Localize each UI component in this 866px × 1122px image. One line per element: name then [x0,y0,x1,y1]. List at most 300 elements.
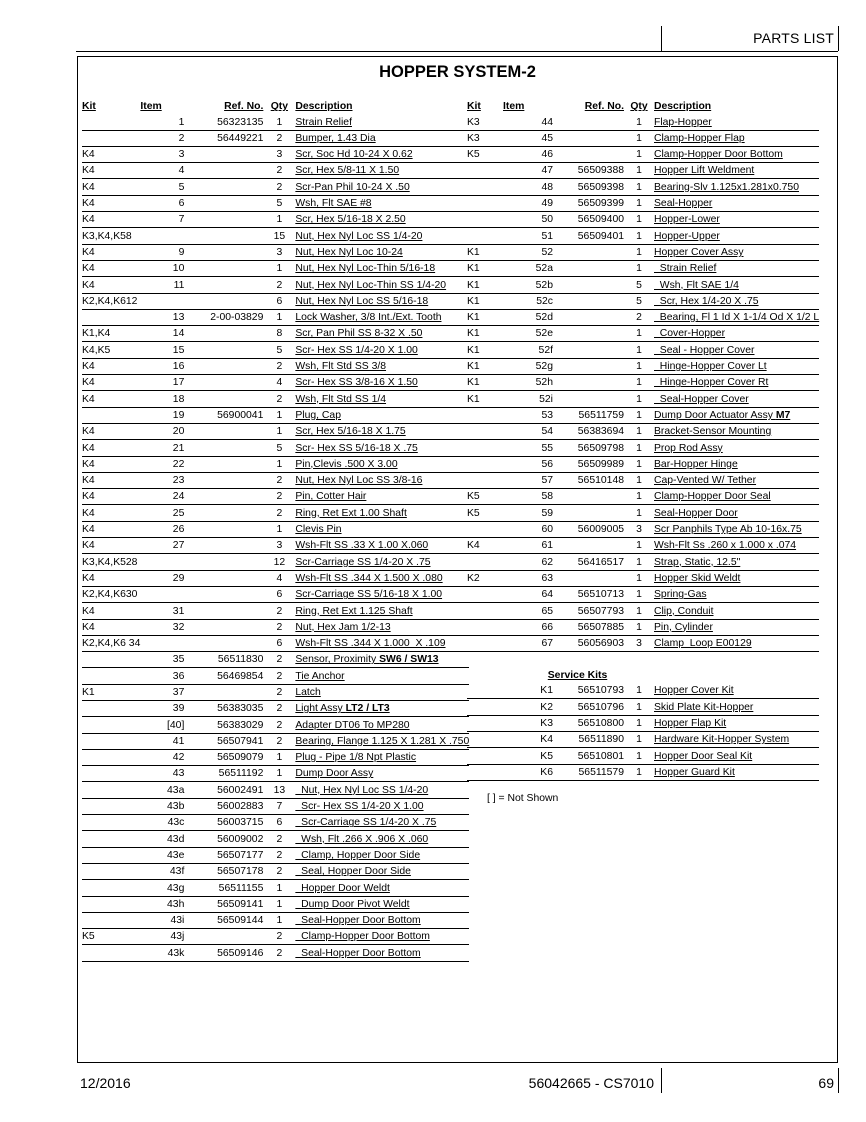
part-ref-no [187,423,265,439]
part-qty: 2 [265,717,293,733]
footer-divider [661,1068,662,1093]
table-row [467,635,819,651]
part-description: Prop Rod Assy [652,440,819,456]
table-row [82,831,469,847]
part-item: 9 [140,244,187,260]
part-description: Seal-Hopper Cover [652,391,819,407]
part-item: 41 [140,733,187,749]
part-kit [82,896,140,912]
part-item [140,293,187,309]
part-qty: 2 [265,652,293,668]
part-description: Strain Relief [293,114,469,130]
part-qty: 5 [626,277,652,293]
part-qty: 2 [265,179,293,195]
part-kit [82,309,140,325]
part-item: 16 [140,358,187,374]
part-description: Seal-Hopper Door Bottom [293,945,469,961]
table-row [467,440,819,456]
table-row [82,929,469,945]
part-qty: 1 [626,586,652,602]
part-description: Clamp Loop E00129 [652,635,819,651]
part-qty: 1 [626,260,652,276]
part-qty: 2 [626,309,652,325]
part-kit: K5 [467,489,503,505]
part-kit: K4 [82,260,140,276]
part-ref-no: 56509401 [556,228,626,244]
part-item: 43k [140,945,187,961]
part-item: 22 [140,456,187,472]
part-ref-no: 56323135 [187,114,265,130]
part-kit: K3 [467,114,503,130]
part-kit: K1 [467,342,503,358]
section-label: PARTS LIST [753,30,834,46]
part-qty: 2 [265,130,293,146]
part-ref-no [187,440,265,456]
table-row [467,244,819,260]
part-kit: K4 [82,619,140,635]
part-ref-no [556,342,626,358]
table-row [82,309,469,325]
part-qty: 1 [626,472,652,488]
table-row [467,683,819,699]
table-row [82,423,469,439]
part-kit: K4 [82,195,140,211]
part-description: Lock Washer, 3/8 Int./Ext. Tooth [293,309,469,325]
part-kit: K4 [82,391,140,407]
part-qty: 1 [626,505,652,521]
table-row [82,260,469,276]
part-description: Hopper Cover Assy [652,244,819,260]
part-item: 20 [140,423,187,439]
part-ref-no: 2-00-03829 [187,309,265,325]
part-qty: 1 [626,538,652,554]
part-description: Strap, Static, 12.5" [652,554,819,570]
part-qty: 8 [265,326,293,342]
part-kit: K1 [82,684,140,700]
table-row [82,358,469,374]
part-qty: 2 [265,358,293,374]
part-ref-no: 56510796 [556,699,626,715]
table-row [467,505,819,521]
service-kits-section [467,652,819,684]
part-item: 37 [140,684,187,700]
part-item: 13 [140,309,187,325]
part-item: 48 [503,179,556,195]
part-description: Scr, Hex 5/16-18 X 2.50 [293,212,469,228]
part-kit [467,635,503,651]
part-kit [82,782,140,798]
part-ref-no [187,619,265,635]
part-item: 2 [140,130,187,146]
table-row [82,505,469,521]
part-description: Flap-Hopper [652,114,819,130]
part-item: 14 [140,326,187,342]
part-kit: K1 [467,391,503,407]
not-shown-note: [ ] = Not Shown [487,792,559,804]
part-qty: 1 [626,179,652,195]
part-kit: K1 [467,358,503,374]
table-row [82,717,469,733]
part-qty: 1 [626,554,652,570]
table-row [467,212,819,228]
table-row [82,326,469,342]
part-qty: 1 [626,456,652,472]
part-qty: 1 [265,260,293,276]
part-kit: K2,K4,K6 34 [82,635,140,651]
part-item: 15 [140,342,187,358]
part-description: Strain Relief [652,260,819,276]
table-row [467,228,819,244]
part-kit [467,699,503,715]
part-kit: K5 [467,505,503,521]
table-row [467,326,819,342]
part-kit: K5 [82,929,140,945]
part-qty: 1 [626,130,652,146]
part-kit [467,715,503,731]
table-row [467,586,819,602]
part-kit: K4 [467,538,503,554]
part-item: 39 [140,700,187,716]
part-item: 64 [503,586,556,602]
part-item: 67 [503,635,556,651]
part-ref-no [187,342,265,358]
left-rows [82,114,469,961]
part-ref-no: 56509141 [187,896,265,912]
part-qty: 2 [265,929,293,945]
part-kit: K4 [82,146,140,162]
part-item: 44 [503,114,556,130]
part-ref-no: 56507178 [187,863,265,879]
part-kit: K1 [467,277,503,293]
table-row [82,195,469,211]
part-ref-no [556,489,626,505]
part-kit: K2 [467,570,503,586]
part-ref-no: 56900041 [187,407,265,423]
table-row [82,538,469,554]
part-qty: 5 [265,195,293,211]
table-row [82,130,469,146]
table-row [82,407,469,423]
part-kit [82,717,140,733]
part-ref-no: 56511155 [187,880,265,896]
part-description: Hopper Skid Weldt [652,570,819,586]
part-kit [82,798,140,814]
part-callout: LT2 / LT3 [345,703,390,715]
part-item: [40] [140,717,187,733]
part-ref-no [556,130,626,146]
part-kit: K4 [82,456,140,472]
part-item: 43j [140,929,187,945]
part-kit [467,683,503,699]
table-row [82,472,469,488]
header-divider [661,26,662,51]
part-item: 52g [503,358,556,374]
table-row [82,896,469,912]
part-description: Spring-Gas [652,586,819,602]
part-item [140,228,187,244]
part-kit [82,766,140,782]
part-ref-no: 56416517 [556,554,626,570]
part-ref-no: 56510713 [556,586,626,602]
part-ref-no: 56507885 [556,619,626,635]
part-qty: 2 [265,163,293,179]
part-description: Wsh, Flt Std SS 3/8 [293,358,469,374]
part-ref-no: 56510800 [556,715,626,731]
part-kit: K4 [82,179,140,195]
part-description: Scr- Hex SS 1/4-20 X 1.00 [293,342,469,358]
part-qty: 5 [265,440,293,456]
part-kit: K4 [82,163,140,179]
table-row [467,277,819,293]
part-ref-no [556,391,626,407]
part-item: K6 [503,764,556,780]
table-row [82,945,469,961]
part-ref-no [556,570,626,586]
part-description: Wsh, Flt SAE 1/4 [652,277,819,293]
part-description: Hopper Cover Kit [652,683,819,699]
part-ref-no [187,212,265,228]
part-item: 47 [503,163,556,179]
part-qty: 2 [265,668,293,684]
part-kit: K4 [82,505,140,521]
part-ref-no [187,603,265,619]
part-description: Nut, Hex Nyl Loc 10-24 [293,244,469,260]
table-row [467,603,819,619]
col-kit: Kit [82,101,96,113]
part-ref-no [187,554,265,570]
part-ref-no [187,375,265,391]
part-ref-no: 56003715 [187,815,265,831]
part-item: K2 [503,699,556,715]
part-kit: K1 [467,375,503,391]
part-qty: 1 [626,423,652,439]
part-description: Pin,Clevis .500 X 3.00 [293,456,469,472]
part-qty: 1 [626,228,652,244]
part-ref-no [187,538,265,554]
part-description: Clamp-Hopper Door Bottom [652,146,819,162]
col-desc: Description [654,101,712,113]
table-row [467,407,819,423]
part-description: Bracket-Sensor Mounting [652,423,819,439]
part-kit [82,815,140,831]
part-kit [467,764,503,780]
part-item: 45 [503,130,556,146]
part-item: K4 [503,731,556,747]
part-qty: 1 [626,731,652,747]
part-kit: K1 [467,293,503,309]
part-qty: 1 [626,212,652,228]
table-row [467,375,819,391]
part-qty: 1 [265,114,293,130]
part-qty: 1 [626,358,652,374]
part-ref-no: 56510793 [556,683,626,699]
part-item: 43i [140,912,187,928]
part-ref-no: 56507793 [556,603,626,619]
part-qty: 1 [265,212,293,228]
part-description: Nut, Hex Nyl Loc SS 1/4-20 [293,228,469,244]
part-qty: 1 [626,407,652,423]
part-kit [82,831,140,847]
table-row [82,586,469,602]
header-rule [76,51,838,52]
table-row [467,358,819,374]
part-ref-no: 56509989 [556,456,626,472]
table-row [82,277,469,293]
part-callout: SW6 / SW13 [379,654,439,666]
part-description: Plug - Pipe 1/8 Npt Plastic [293,749,469,765]
table-row [82,212,469,228]
part-description: Latch [293,684,469,700]
part-ref-no: 56383029 [187,717,265,733]
table-row [82,228,469,244]
part-qty: 1 [626,699,652,715]
part-description: Seal-Hopper Door Bottom [293,912,469,928]
part-ref-no: 56511759 [556,407,626,423]
part-description: Scr- Hex SS 1/4-20 X 1.00 [293,798,469,814]
table-row [467,456,819,472]
part-item: 58 [503,489,556,505]
table-row [82,815,469,831]
part-description: Scr- Hex SS 3/8-16 X 1.50 [293,375,469,391]
part-qty: 7 [265,798,293,814]
part-ref-no: 56511192 [187,766,265,782]
part-qty: 5 [265,342,293,358]
part-kit [467,228,503,244]
table-row [82,521,469,537]
part-item: 52i [503,391,556,407]
part-item: 43h [140,896,187,912]
part-kit [82,130,140,146]
part-qty: 1 [626,195,652,211]
part-qty: 12 [265,554,293,570]
table-row [467,731,819,747]
part-kit: K2,K4,K612 [82,293,140,309]
footer-doc-number: 56042665 - CS7010 [528,1075,654,1091]
table-row [82,375,469,391]
part-qty: 1 [265,423,293,439]
table-row [467,195,819,211]
part-description: Sensor, Proximity SW6 / SW13 [293,652,469,668]
part-description: Scr, Soc Hd 10-24 X 0.62 [293,146,469,162]
part-description: Wsh, Flt Std SS 1/4 [293,391,469,407]
part-item: 43g [140,880,187,896]
part-qty: 2 [265,472,293,488]
table-row [467,554,819,570]
part-kit [467,440,503,456]
part-qty: 2 [265,603,293,619]
part-qty: 3 [626,635,652,651]
part-description: Wsh-Flt SS .344 X 1.500 X .080 [293,570,469,586]
table-row [82,114,469,130]
part-ref-no [556,375,626,391]
part-ref-no: 56383694 [556,423,626,439]
part-item: 57 [503,472,556,488]
part-qty: 1 [626,683,652,699]
part-qty: 2 [265,700,293,716]
part-item: 62 [503,554,556,570]
part-qty: 2 [265,945,293,961]
table-row [82,766,469,782]
table-row [467,146,819,162]
part-description: Clevis Pin [293,521,469,537]
part-item: 5 [140,179,187,195]
part-ref-no [187,489,265,505]
part-ref-no [187,929,265,945]
table-row [82,863,469,879]
part-kit: K3,K4,K528 [82,554,140,570]
part-qty: 2 [265,619,293,635]
part-kit [82,945,140,961]
part-qty: 1 [265,766,293,782]
col-item: Item [503,101,525,113]
table-row [82,342,469,358]
part-item: 43f [140,863,187,879]
part-ref-no: 56510801 [556,748,626,764]
part-item: 36 [140,668,187,684]
part-kit [82,749,140,765]
part-item: 51 [503,228,556,244]
part-description: Bumper, 1.43 Dia [293,130,469,146]
part-description: Bearing, Flange 1.125 X 1.281 X .750 [293,733,469,749]
part-description: Hinge-Hopper Cover Rt [652,375,819,391]
table-row [467,570,819,586]
part-kit [82,880,140,896]
part-description: Hopper Guard Kit [652,764,819,780]
part-kit: K4,K5 [82,342,140,358]
part-qty: 1 [626,440,652,456]
part-description: Nut, Hex Nyl Loc SS 5/16-18 [293,293,469,309]
part-item: 27 [140,538,187,554]
part-qty: 13 [265,782,293,798]
part-item: 55 [503,440,556,456]
table-row [467,179,819,195]
part-qty: 1 [626,342,652,358]
part-ref-no: 56507177 [187,847,265,863]
part-ref-no [187,326,265,342]
part-description: Scr-Carriage SS 5/16-18 X 1.00 [293,586,469,602]
part-item: 17 [140,375,187,391]
part-ref-no [187,277,265,293]
part-qty: 6 [265,586,293,602]
part-kit: K4 [82,423,140,439]
part-kit [467,603,503,619]
part-kit [467,554,503,570]
part-item: 3 [140,146,187,162]
table-row [82,570,469,586]
part-item [140,586,187,602]
part-kit [467,619,503,635]
table-row [82,749,469,765]
part-callout: M7 [775,409,791,421]
table-row [467,130,819,146]
service-kits-title: Service Kits [547,670,608,682]
footer-right-edge [838,1068,839,1093]
part-kit: K4 [82,277,140,293]
table-row [82,163,469,179]
part-qty: 2 [265,831,293,847]
part-kit [467,163,503,179]
table-row [82,635,469,651]
part-kit: K1 [467,309,503,325]
part-qty: 1 [626,146,652,162]
part-ref-no [187,146,265,162]
part-description: Scr, Pan Phil SS 8-32 X .50 [293,326,469,342]
part-ref-no: 56509079 [187,749,265,765]
part-kit: K4 [82,521,140,537]
part-qty: 1 [626,244,652,260]
part-kit: K1 [467,260,503,276]
part-description: Bearing, Fl 1 Id X 1-1/4 Od X 1/2 L [652,309,819,325]
